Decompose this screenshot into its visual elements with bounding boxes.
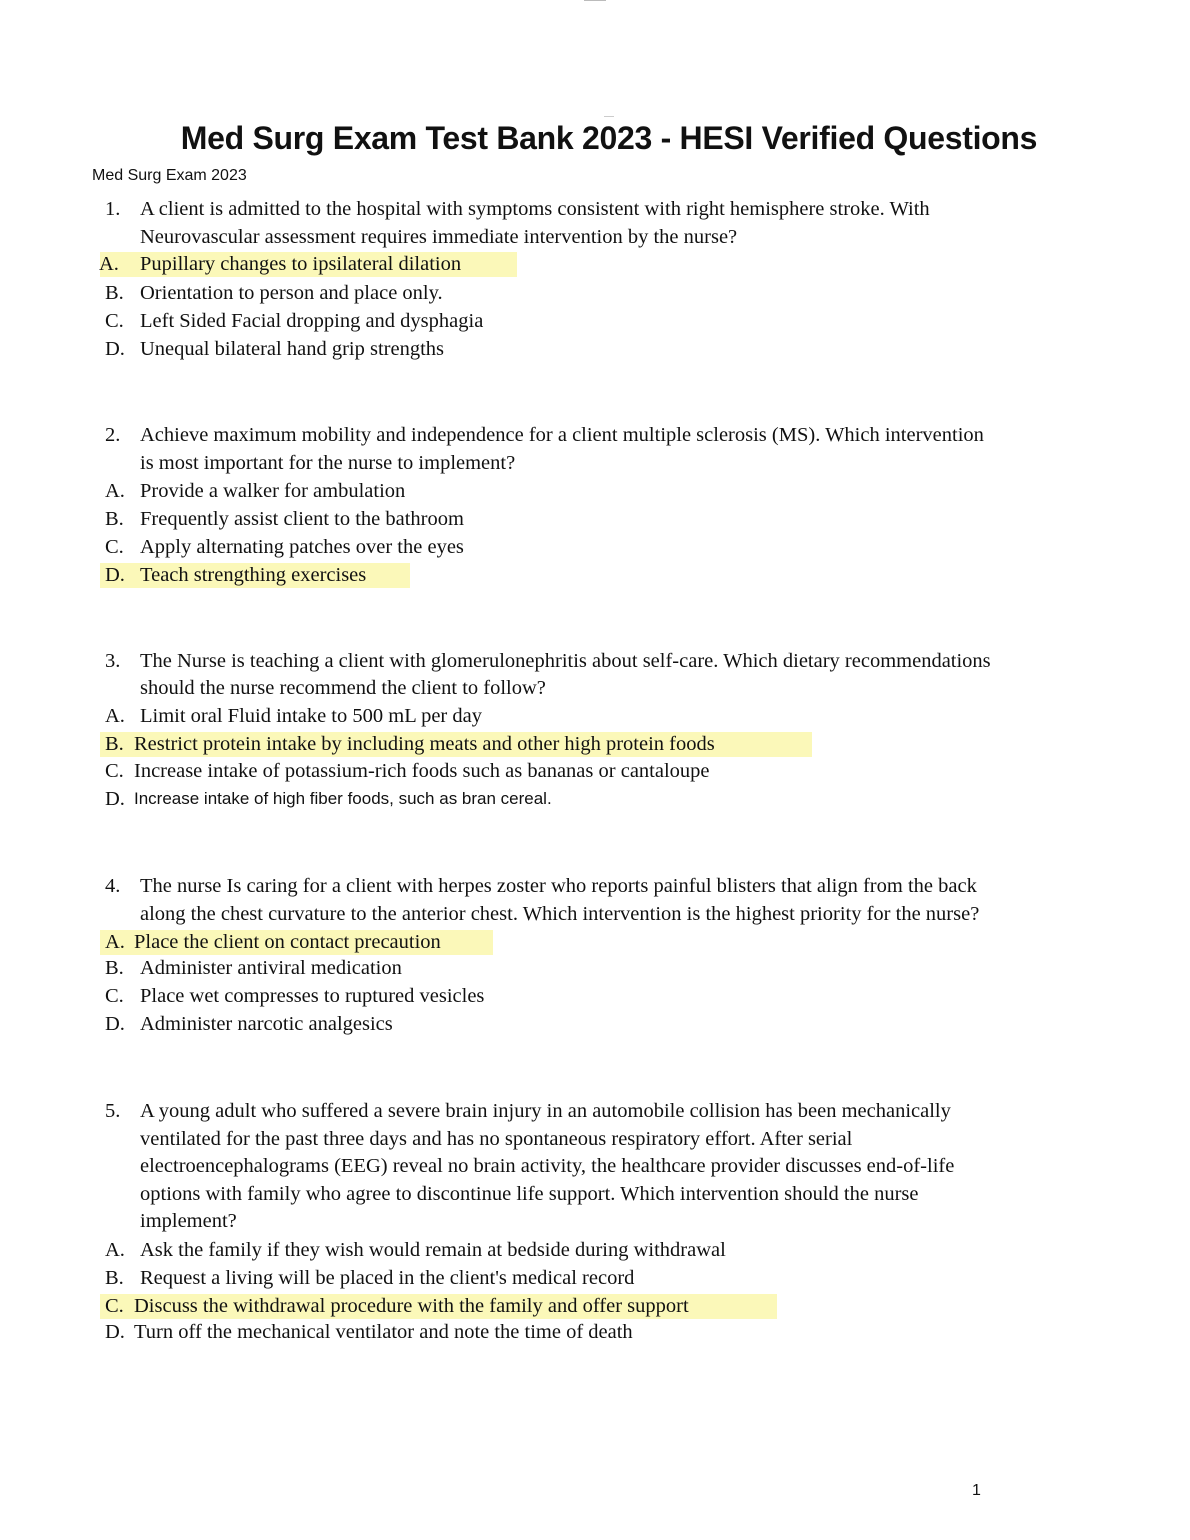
page-title: Med Surg Exam Test Bank 2023 - HESI Verified Questions <box>180 120 1038 156</box>
answer-option-d <box>0 785 1190 813</box>
answer-option-b <box>0 1264 1190 1292</box>
option-text: Pupillary changes to ipsilateral dilation <box>140 253 462 275</box>
option-letter: B. <box>105 282 124 304</box>
option-text: Limit oral Fluid intake to 500 mL per day <box>140 705 482 727</box>
answer-option-c <box>0 757 1190 785</box>
option-text: Administer antiviral medication <box>140 957 402 979</box>
option-text: Turn off the mechanical ventilator and note the time of death <box>134 1321 633 1343</box>
question-stem-line: A young adult who suffered a severe brain injury in an automobile collision has been mechanically <box>140 1100 951 1122</box>
option-text: Frequently assist client to the bathroom <box>140 508 464 530</box>
question-stem-line: A client is admitted to the hospital with symptoms consistent with right hemisphere stroke. With <box>140 198 930 220</box>
option-text: Ask the family if they wish would remain at bedside during withdrawal <box>140 1239 726 1261</box>
answer-option-c <box>0 1292 1190 1320</box>
header-mark-small <box>604 116 614 119</box>
option-letter: A. <box>105 480 125 502</box>
answer-option-a <box>0 477 1190 505</box>
option-letter: A. <box>105 705 125 727</box>
answer-option-d <box>0 1010 1190 1038</box>
answer-option-a <box>0 250 1190 278</box>
answer-option-a <box>0 702 1190 730</box>
option-letter: D. <box>105 1321 125 1343</box>
answer-option-b <box>0 954 1190 982</box>
question-stem-line: is most important for the nurse to implement? <box>140 452 516 474</box>
question-number: 3. <box>105 650 121 672</box>
option-letter: B. <box>105 1267 124 1289</box>
option-text: Request a living will be placed in the client's medical record <box>140 1267 635 1289</box>
answer-option-a <box>0 928 1190 956</box>
option-letter: D. <box>105 788 125 810</box>
question-stem-line: options with family who agree to discontinue life support. Which intervention should the nurse <box>140 1183 919 1205</box>
option-letter: A. <box>105 1239 125 1261</box>
option-text: Place wet compresses to ruptured vesicles <box>140 985 485 1007</box>
question-stem-line: ventilated for the past three days and has no spontaneous respiratory effort. After serial <box>140 1128 853 1150</box>
answer-option-c <box>0 982 1190 1010</box>
option-text: Orientation to person and place only. <box>140 282 443 304</box>
option-letter: B. <box>105 957 124 979</box>
question-stem-line: implement? <box>140 1210 237 1232</box>
answer-option-a <box>0 1236 1190 1264</box>
answer-option-b <box>0 730 1190 758</box>
option-text: Apply alternating patches over the eyes <box>140 536 464 558</box>
option-letter: B. <box>105 733 124 755</box>
option-text: Teach strengthing exercises <box>140 564 367 586</box>
question-number: 1. <box>105 198 121 220</box>
option-letter: C. <box>105 985 124 1007</box>
header-mark <box>584 0 606 3</box>
answer-option-d <box>0 1318 1190 1346</box>
page-subtitle: Med Surg Exam 2023 <box>92 167 247 184</box>
question-stem-line: The nurse Is caring for a client with herpes zoster who reports painful blisters that align from the back <box>140 875 977 897</box>
option-text: Discuss the withdrawal procedure with the family and offer support <box>134 1295 689 1317</box>
answer-option-c <box>0 533 1190 561</box>
option-text: Increase intake of high fiber foods, such as bran cereal. <box>134 789 552 808</box>
option-text: Place the client on contact precaution <box>134 931 441 953</box>
option-text: Unequal bilateral hand grip strengths <box>140 338 444 360</box>
question-stem-line: should the nurse recommend the client to follow? <box>140 677 546 699</box>
option-text: Administer narcotic analgesics <box>140 1013 393 1035</box>
question-number: 2. <box>105 424 121 446</box>
option-letter: D. <box>105 1013 125 1035</box>
option-letter: C. <box>105 536 124 558</box>
option-letter: C. <box>105 310 124 332</box>
option-text: Provide a walker for ambulation <box>140 480 406 502</box>
question-number: 4. <box>105 875 121 897</box>
answer-option-c <box>0 307 1190 335</box>
answer-option-b <box>0 505 1190 533</box>
option-letter: D. <box>105 564 125 586</box>
option-text: Restrict protein intake by including meats and other high protein foods <box>134 733 715 755</box>
question-stem-line: Neurovascular assessment requires immediate intervention by the nurse? <box>140 226 738 248</box>
option-text: Increase intake of potassium-rich foods such as bananas or cantaloupe <box>134 760 710 782</box>
option-letter: D. <box>105 338 125 360</box>
option-letter: A. <box>105 931 125 953</box>
question-stem-line: The Nurse is teaching a client with glomerulonephritis about self-care. Which dietary recommendations <box>140 650 991 672</box>
question-stem-line: along the chest curvature to the anterior chest. Which intervention is the highest priority for the nurse? <box>140 903 980 925</box>
option-letter: C. <box>105 760 124 782</box>
question-number: 5. <box>105 1100 121 1122</box>
page-number: 1 <box>972 1482 981 1499</box>
answer-option-d <box>0 561 1190 589</box>
option-letter: B. <box>105 508 124 530</box>
question-stem-line: Achieve maximum mobility and independence for a client multiple sclerosis (MS). Which intervention <box>140 424 984 446</box>
question-stem-line: electroencephalograms (EEG) reveal no brain activity, the healthcare provider discusses end-of-life <box>140 1155 955 1177</box>
option-text: Left Sided Facial dropping and dysphagia <box>140 310 484 332</box>
option-letter: C. <box>105 1295 124 1317</box>
option-letter: A. <box>99 253 119 275</box>
answer-option-d <box>0 335 1190 363</box>
answer-option-b <box>0 279 1190 307</box>
